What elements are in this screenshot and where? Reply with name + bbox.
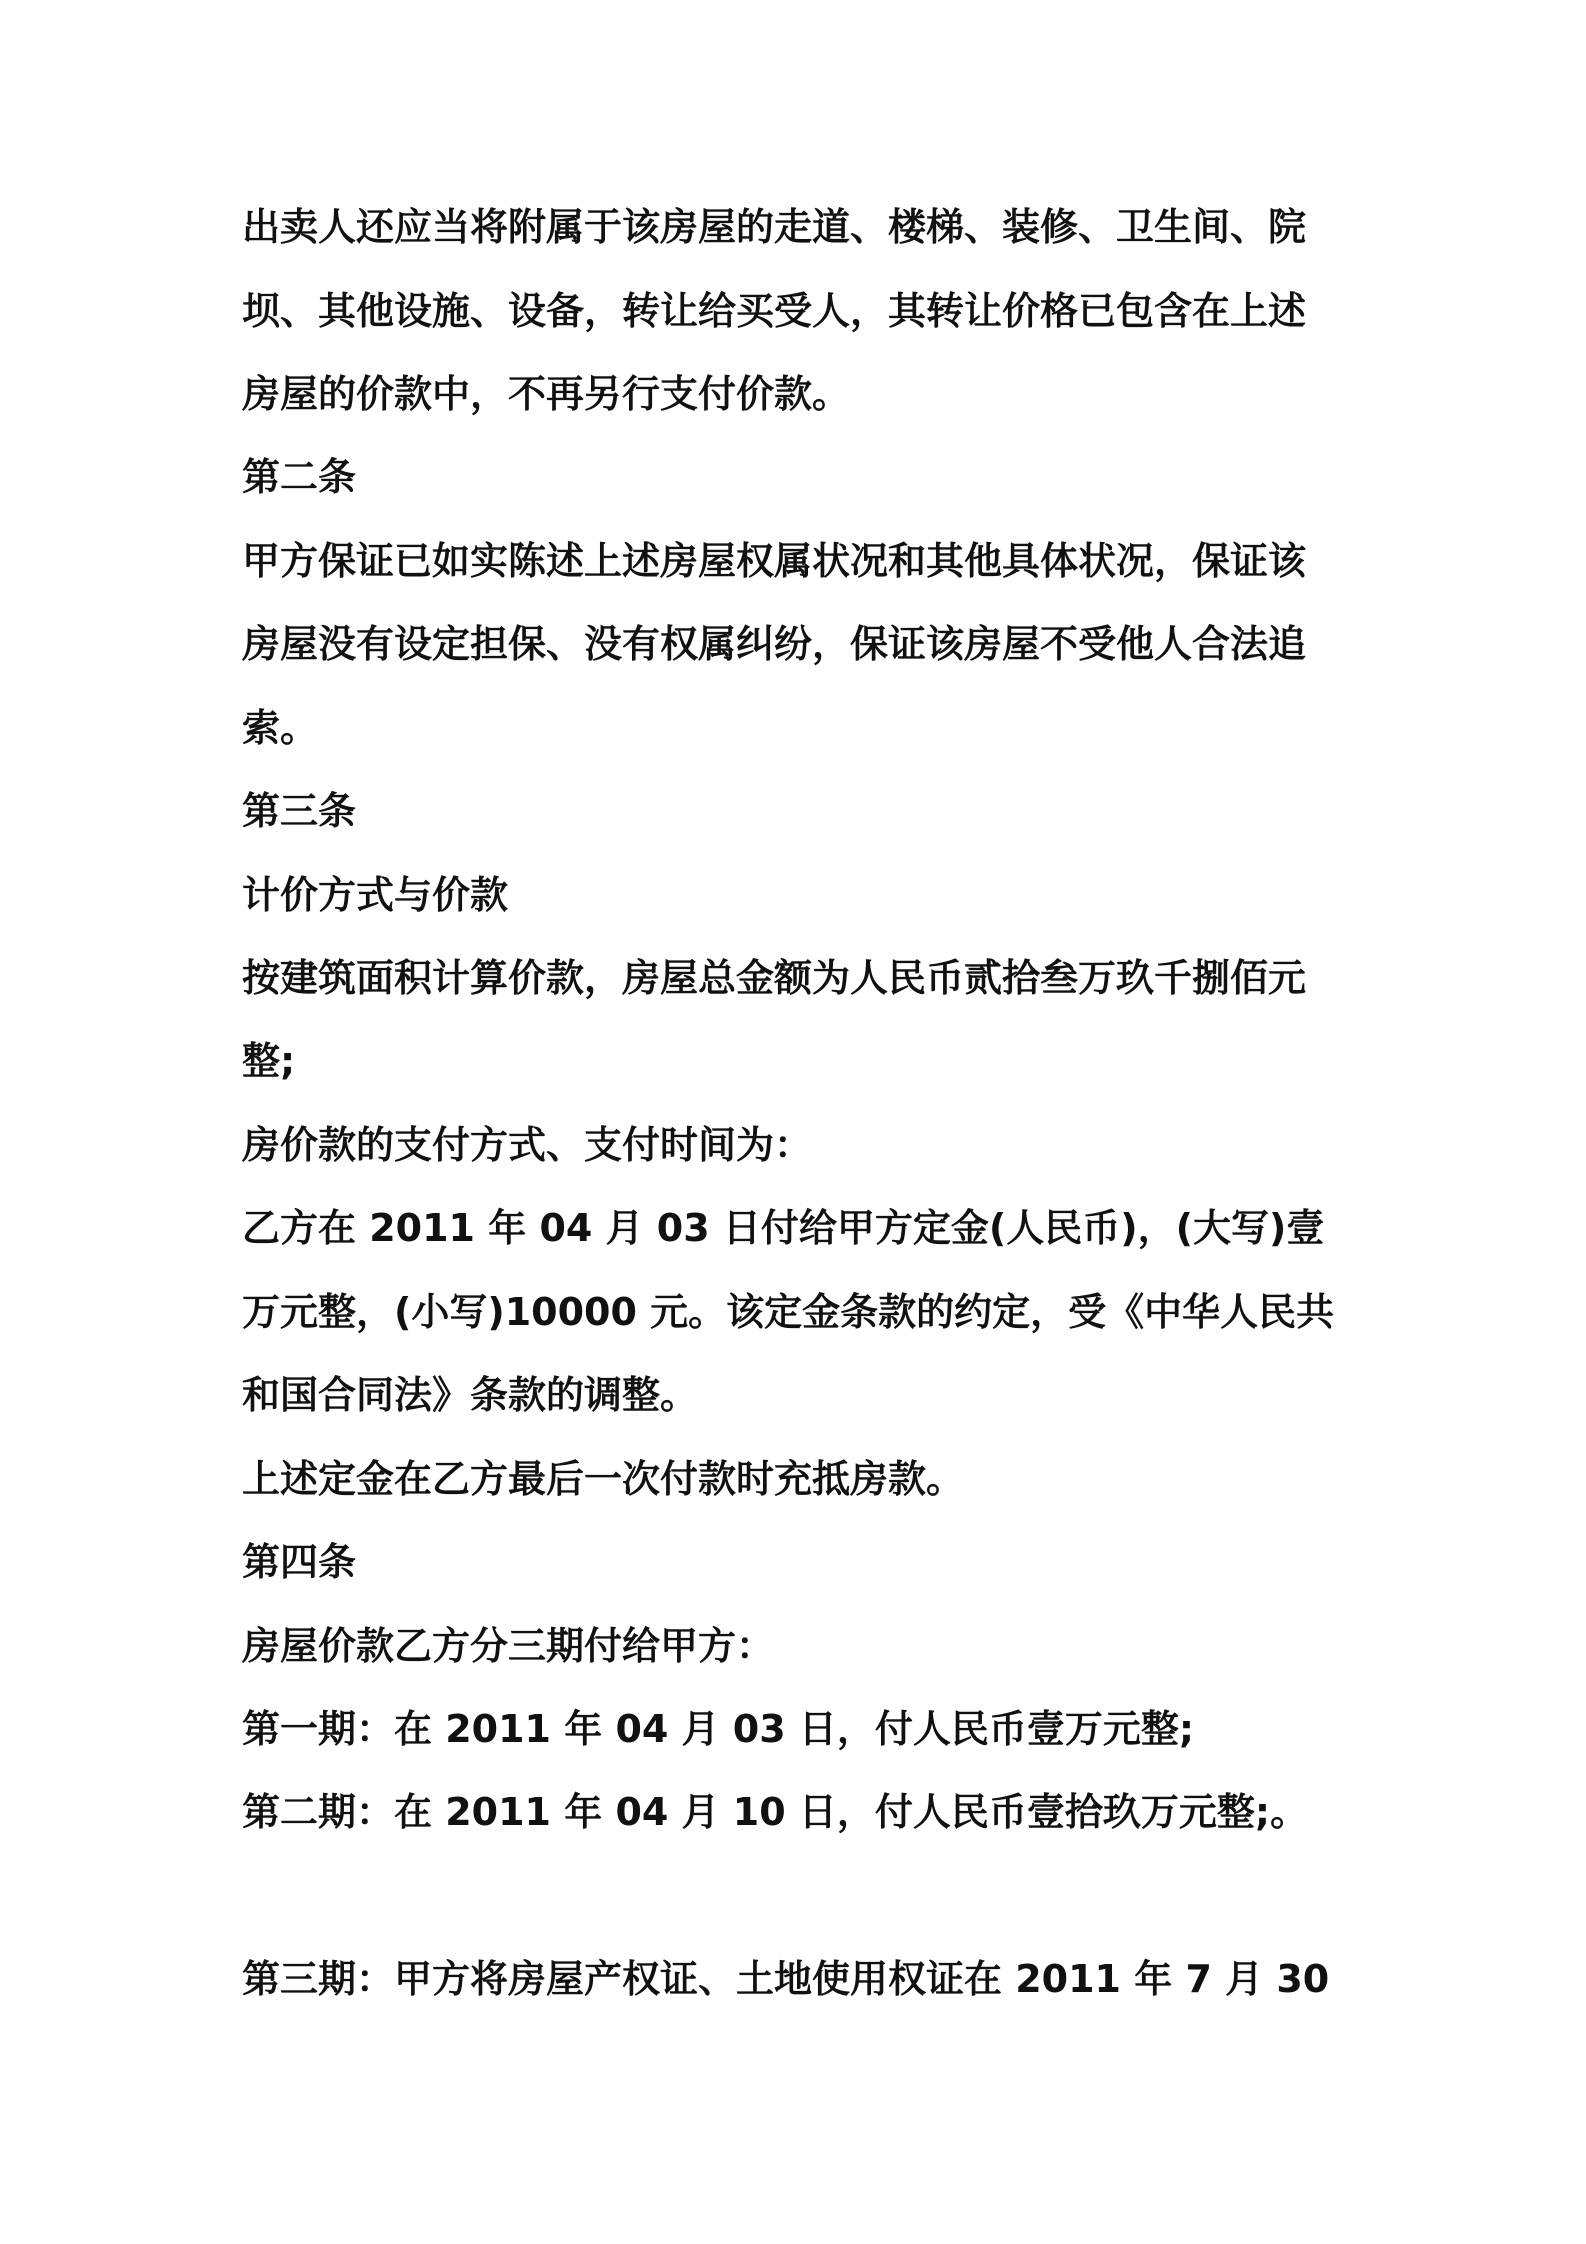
text-line: 房屋价款乙方分三期付给甲方： (242, 1624, 775, 1668)
text-line: 房屋的价款中，不再另行支付价款。 (242, 372, 851, 416)
text-line: 出卖人还应当将附属于该房屋的走道、楼梯、装修、卫生间、院 (242, 205, 1307, 249)
text-line: 上述定金在乙方最后一次付款时充抵房款。 (242, 1457, 965, 1501)
article-heading: 第四条 (242, 1540, 357, 1584)
text-line: 第一期：在 2011 年 04 月 03 日，付人民币壹万元整; (242, 1707, 1195, 1751)
text-line: 房价款的支付方式、支付时间为： (242, 1123, 813, 1167)
text-line: 第二期：在 2011 年 04 月 10 日，付人民币壹拾玖万元整;。 (242, 1790, 1309, 1834)
section-heading: 计价方式与价款 (242, 873, 509, 917)
text-line: 整; (242, 1039, 296, 1083)
text-line: 甲方保证已如实陈述上述房屋权属状况和其他具体状况，保证该 (242, 539, 1307, 583)
text-line: 索。 (242, 706, 319, 750)
article-heading: 第二条 (242, 455, 357, 499)
text-line: 第三期：甲方将房屋产权证、土地使用权证在 2011 年 7 月 30 (242, 1957, 1330, 2001)
article-heading: 第三条 (242, 789, 357, 833)
text-line: 和国合同法》条款的调整。 (242, 1373, 699, 1417)
text-line: 房屋没有设定担保、没有权属纠纷，保证该房屋不受他人合法追 (242, 622, 1307, 666)
text-line: 坝、其他设施、设备，转让给买受人，其转让价格已包含在上述 (242, 289, 1307, 333)
text-line: 万元整，(小写)10000 元。该定金条款的约定，受《中华人民共 (242, 1290, 1335, 1334)
text-line: 乙方在 2011 年 04 月 03 日付给甲方定金(人民币)，(大写)壹 (242, 1206, 1325, 1250)
text-line: 按建筑面积计算价款，房屋总金额为人民币贰拾叁万玖千捌佰元 (242, 956, 1307, 1000)
